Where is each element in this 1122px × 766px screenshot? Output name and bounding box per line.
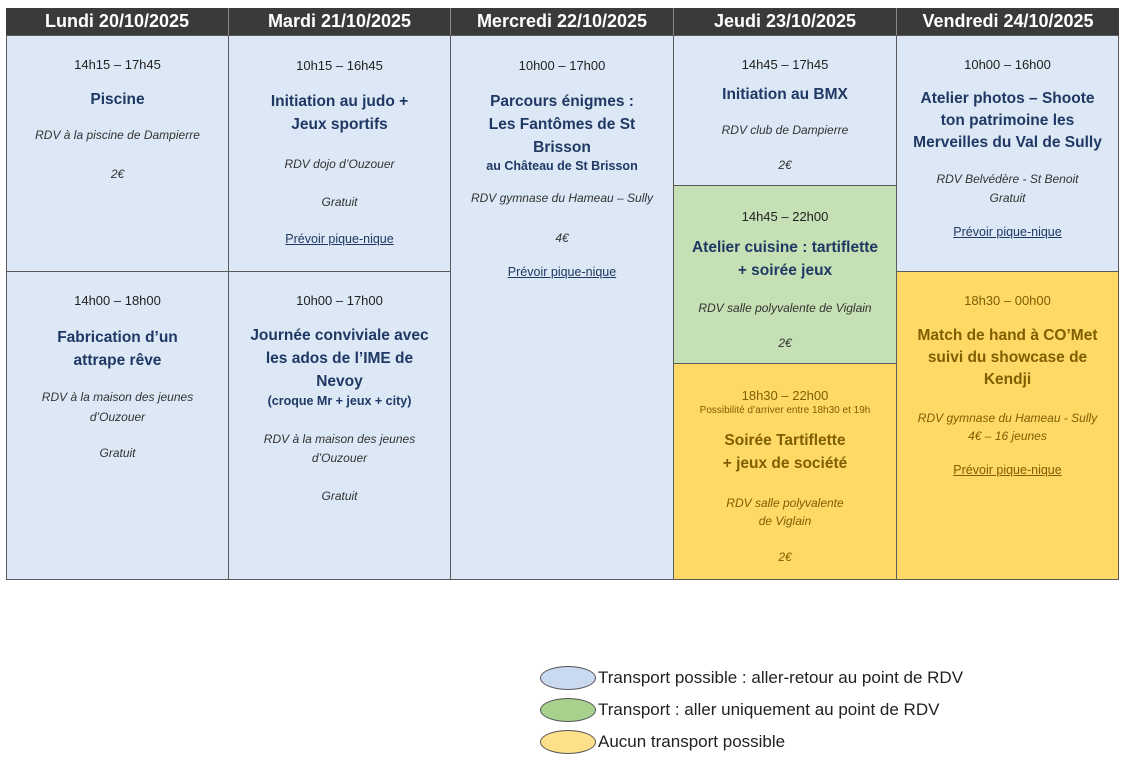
picnic-note: Prévoir pique-nique [953, 463, 1062, 477]
activity-rdv-line1: RDV gymnase du Hameau - Sully [917, 411, 1098, 425]
activity-mardi-ime [228, 271, 451, 580]
day-header-jeudi: Jeudi 23/10/2025 [674, 8, 897, 35]
activity-time: 18h30 – 22h00 [741, 388, 829, 403]
green-ellipse-swatch [540, 698, 596, 722]
activity-time: 10h15 – 16h45 [296, 58, 383, 73]
activity-time: 14h45 – 17h45 [741, 57, 829, 72]
day-header-vendredi: Vendredi 24/10/2025 [897, 8, 1119, 35]
activity-lundi-attrape-reve [6, 271, 229, 580]
activity-title-line3: Brisson [533, 139, 591, 156]
activity-time: 10h00 – 17h00 [296, 293, 383, 308]
day-header-mercredi: Mercredi 22/10/2025 [451, 8, 674, 35]
activity-title-line2: + soirée jeux [737, 262, 833, 279]
activity-jeudi-bmx [673, 35, 897, 186]
activity-subtitle: (croque Mr + jeux + city) [267, 394, 412, 408]
activity-title-line2: Jeux sportifs [291, 116, 388, 133]
activity-price: Gratuit [321, 195, 358, 209]
activity-title-line3: Nevoy [316, 373, 363, 390]
activity-title-line3: Merveilles du Val de Sully [913, 134, 1102, 151]
day-header-lundi: Lundi 20/10/2025 [6, 8, 229, 35]
picnic-note: Prévoir pique-nique [953, 225, 1062, 239]
activity-title: Piscine [90, 91, 145, 108]
activity-time: 10h00 – 17h00 [518, 58, 606, 73]
activity-rdv: RDV club de Dampierre [721, 123, 849, 137]
activity-rdv-line2: Gratuit [989, 191, 1026, 205]
activity-rdv-line2: de Viglain [758, 514, 812, 528]
activity-title-line2: suivi du showcase de [927, 349, 1088, 366]
yellow-ellipse-swatch [540, 730, 596, 754]
activity-time: 10h00 – 16h00 [964, 57, 1051, 72]
activity-title-line1: Match de hand à CO’Met [917, 327, 1098, 344]
activity-rdv-line2: 4€ – 16 jeunes [968, 429, 1047, 443]
activity-title-line3: Kendji [983, 371, 1032, 388]
activity-rdv-line2: d’Ouzouer [89, 410, 146, 424]
activity-rdv: RDV salle polyvalente de Viglain [698, 301, 872, 315]
legend-label: Transport possible : aller-retour au point de RDV [598, 668, 964, 687]
activity-arrival-note: Possibilité d’arriver entre 18h30 et 19h [699, 405, 871, 416]
activity-title-line2: Les Fantômes de St [488, 116, 636, 133]
legend-label: Transport : aller uniquement au point de RDV [598, 699, 940, 719]
legend [540, 663, 1080, 758]
activity-price: 2€ [778, 158, 792, 172]
activity-subtitle: au Château de St Brisson [486, 159, 638, 173]
day-header-mardi: Mardi 21/10/2025 [229, 8, 451, 35]
picnic-note: Prévoir pique-nique [507, 265, 617, 279]
legend-item-aller-retour [540, 663, 1080, 693]
activity-price: Gratuit [321, 489, 358, 503]
activity-rdv: RDV à la piscine de Dampierre [35, 128, 200, 142]
activity-rdv-line1: RDV à la maison des jeunes [263, 432, 416, 446]
activity-title-line1: Atelier cuisine : tartiflette [691, 239, 879, 256]
activity-price: 4€ [555, 231, 569, 245]
activity-price: 2€ [110, 167, 125, 181]
activity-title-line2: ton patrimoine les [940, 112, 1075, 129]
activity-price: Gratuit [99, 446, 136, 460]
activity-title: Initiation au BMX [722, 86, 848, 103]
activity-time: 14h45 – 22h00 [741, 209, 829, 224]
activity-jeudi-soiree-tartiflette [673, 363, 897, 580]
legend-item-aller-uniquement [540, 693, 1080, 726]
activity-title-line1: Journée conviviale avec [250, 327, 429, 344]
activity-time: 14h00 – 18h00 [74, 293, 161, 308]
activity-lundi-piscine [6, 35, 229, 272]
legend-item-aucun-transport [540, 726, 1080, 758]
activity-title-line1: Initiation au judo + [270, 93, 409, 110]
activity-time: 18h30 – 00h00 [964, 293, 1051, 308]
activity-rdv: RDV dojo d’Ouzouer [284, 157, 395, 171]
activity-rdv: RDV gymnase du Hameau – Sully [470, 191, 654, 205]
activity-time: 14h15 – 17h45 [74, 57, 161, 72]
activity-title-line1: Fabrication d’un [57, 329, 178, 346]
activity-price: 2€ [778, 550, 792, 564]
activity-rdv-line2: d’Ouzouer [311, 451, 368, 465]
activity-rdv-line1: RDV Belvédère - St Benoit [936, 172, 1079, 186]
activity-title-line1: Parcours énigmes : [490, 93, 634, 110]
activity-jeudi-cuisine [673, 185, 897, 364]
activity-title-line2: attrape rêve [73, 352, 162, 369]
activity-vendredi-photos [896, 35, 1119, 272]
activity-title-line2: les ados de l’IME de [265, 350, 414, 367]
activity-mercredi-enigmes [450, 35, 674, 580]
blue-ellipse-swatch [540, 666, 596, 690]
activity-mardi-judo [228, 35, 451, 272]
legend-label: Aucun transport possible [598, 732, 786, 751]
activity-rdv-line1: RDV salle polyvalente [726, 496, 844, 510]
picnic-note: Prévoir pique-nique [285, 232, 394, 246]
activity-title-line1: Soirée Tartiflette [724, 432, 846, 449]
activity-rdv-line1: RDV à la maison des jeunes [41, 390, 194, 404]
activity-vendredi-hand [896, 271, 1119, 580]
activity-title-line1: Atelier photos – Shoote [920, 90, 1095, 107]
activity-price: 2€ [778, 336, 792, 350]
activity-title-line2: + jeux de société [722, 455, 848, 472]
